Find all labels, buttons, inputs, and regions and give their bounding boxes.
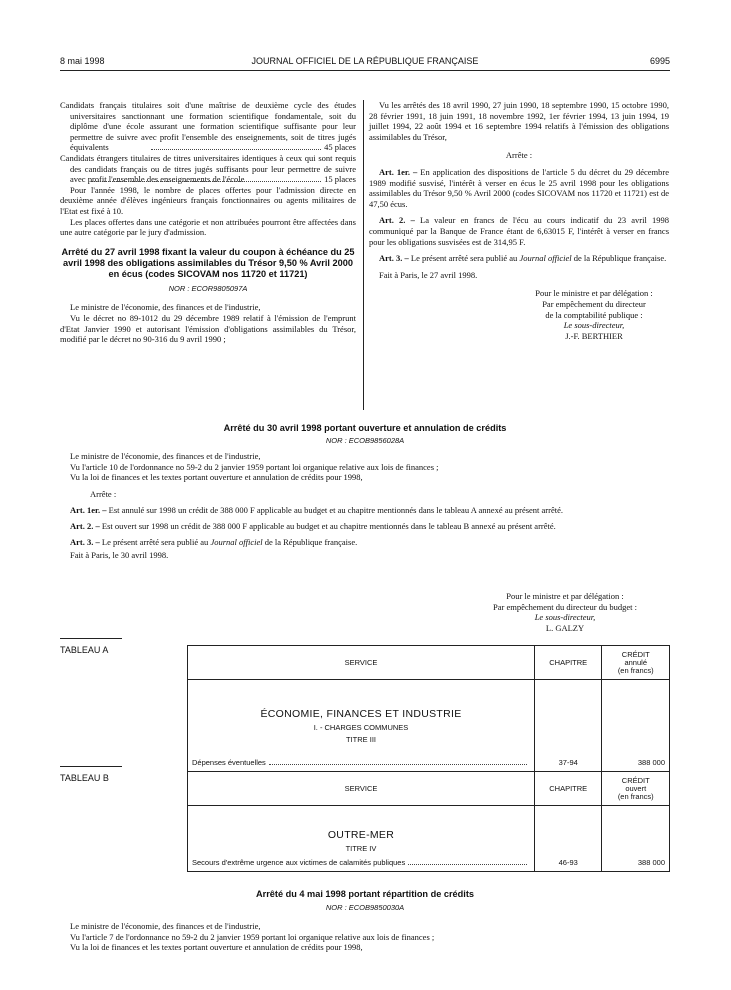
arrete-30-art3-journal: Journal officiel xyxy=(210,536,263,547)
right-art3-text-a: Le présent arrêté sera publié au xyxy=(410,253,520,264)
tableau-a-service-cell xyxy=(188,680,535,772)
arrete-30-art1-label: Art. 1er. – xyxy=(70,505,107,516)
right-art2-label: Art. 2. – xyxy=(379,215,415,226)
tableau-a-col-chapitre: CHAPITRE xyxy=(534,646,602,680)
right-art3-text-b: de la République française. xyxy=(571,253,667,264)
right-sig-line2: Par empêchement du directeur xyxy=(542,298,646,309)
tableau-a-body-row xyxy=(188,680,670,772)
tableau-a-col-credit-l1: CRÉDIT xyxy=(621,649,650,659)
right-art1-label: Art. 1er. – xyxy=(379,166,418,177)
tableau-a-chapitre: 37-94 xyxy=(534,680,602,772)
tableau-a-credit: 388 000 xyxy=(602,680,670,772)
tableau-a-col-credit-l3: (en francs) xyxy=(617,665,654,675)
right-arrete-label: Arrête : xyxy=(505,150,533,161)
tableau-a-label-block xyxy=(60,638,122,655)
right-fait-a-paris: Fait à Paris, le 27 avril 1998. xyxy=(379,269,478,280)
right-vu-arretes: Vu les arrêtés des 18 avril 1990, 27 juin 1990, 18 septembre 1990, 15 octobre 1990, 28 février 1991, 18 juin 1991, 18 novembre 1992, 1er février 1994, 13 juin 1994, 19 juillet 1994, 22 août 1994 et 16 septembre 1994 relatifs à l'émission des obligations assimilables du Trésor, xyxy=(369,100,669,142)
tableau-b-credit: 388 000 xyxy=(602,806,670,872)
tableau-b-line xyxy=(192,858,530,867)
header-page-number: 6995 xyxy=(649,56,670,66)
arrete-30-vu-loi: Vu la loi de finances et les textes portant ouverture et annulation de crédits pour 1998, xyxy=(70,472,363,483)
right-sig-name: J.-F. BERTHIER xyxy=(565,330,623,341)
arrete-27-avril-vu-decret: Vu le décret no 89-1012 du 29 décembre 1989 relatif à l'émission de l'emprunt d'Etat Janvier 1990 et autorisant l'émission d'obligations assimilables du Trésor, modifié par le décret no 90-316 du 9 avril 1990 ; xyxy=(60,312,356,345)
arrete-30-avril-body xyxy=(60,451,670,561)
paragraph-places-offertes: Les places offertes dans une catégorie et non attribuées pourront être affectées dans une autre catégorie par le jury d'admission. xyxy=(60,216,356,238)
header-date: 8 mai 1998 xyxy=(60,56,105,66)
arrete-30-art2-text: Est ouvert sur 1998 un crédit de 388 000 F applicable au budget et au chapitre mentionnés dans le tableau B annexé au présent arrêté. xyxy=(101,520,556,531)
candidats-francais-text: Candidats français titulaires soit d'une maîtrise de deuxième cycle des études universitaires sanctionnant une formation scientifique fondamentale, soit du diplôme d'une école assurant une formation scientifique suffisante pour leur permettre de suivre avec profit l'ensemble des enseignements, soit de titres jugés équivalents xyxy=(60,100,356,153)
tableau-b-line-label: Secours d'extrême urgence aux victimes de calamités publiques xyxy=(192,858,406,867)
arrete-30-sig-line2: Par empêchement du directeur du budget : xyxy=(493,601,637,612)
arrete-4-mai-ministre: Le ministre de l'économie, des finances et de l'industrie, xyxy=(70,921,261,931)
arrete-30-signature-block xyxy=(460,591,670,633)
tableau-b-col-credit-l2: ouvert xyxy=(625,783,647,793)
arrete-30-ministre: Le ministre de l'économie, des finances et de l'industrie, xyxy=(70,451,261,461)
tableau-b-label: TABLEAU B xyxy=(60,773,109,783)
arrete-4-mai-body xyxy=(60,921,670,953)
arrete-30-avril-title: Arrêté du 30 avril 1998 portant ouverture et annulation de crédits xyxy=(223,423,507,433)
tableau-a-titre: TITRE III xyxy=(345,735,376,744)
tableau-b-service-cell xyxy=(188,806,535,872)
tableau-b-chapitre: 46-93 xyxy=(534,806,602,872)
tableau-a-col-credit-l2: annulé xyxy=(624,657,647,667)
tableau-b-table xyxy=(187,771,670,872)
tableau-a-col-service: SERVICE xyxy=(188,646,535,680)
tableau-b-header-row xyxy=(188,772,670,806)
column-divider xyxy=(363,100,364,410)
right-sig-line3: de la comptabilité publique : xyxy=(545,309,643,320)
tableau-a-section: I. - CHARGES COMMUNES xyxy=(313,723,409,732)
arrete-30-vu-article: Vu l'article 10 de l'ordonnance no 59-2 du 2 janvier 1959 portant loi organique relative aux lois de finances ; xyxy=(70,461,439,472)
tableau-b-col-chapitre: CHAPITRE xyxy=(534,772,602,806)
right-art3-journal: Journal officiel xyxy=(519,253,572,264)
right-column xyxy=(369,100,669,341)
arrete-27-avril-nor: NOR : ECOR9805097A xyxy=(168,283,248,293)
tableau-a-line xyxy=(192,758,530,767)
arrete-4-mai-title: Arrêté du 4 mai 1998 portant répartition de crédits xyxy=(255,889,474,899)
arrete-30-fait-a-paris: Fait à Paris, le 30 avril 1998. xyxy=(70,550,169,561)
candidats-etrangers-text: Candidats étrangers titulaires de titres universitaires identiques à ceux qui sont requis des candidats français ou de titres jugés suffisants pour leur permettre de suivre avec profit l'ensemble des enseignements de l'école xyxy=(60,152,356,185)
arrete-30-sig-line1: Pour le ministre et par délégation : xyxy=(506,591,624,601)
right-signature-block xyxy=(519,288,669,341)
candidats-francais-places: 45 places xyxy=(324,142,356,153)
right-sig-line4: Le sous-directeur, xyxy=(563,320,625,331)
tableau-b-col-service: SERVICE xyxy=(188,772,535,806)
arrete-30-sig-name: L. GALZY xyxy=(545,622,585,633)
tableau-a-col-credit xyxy=(602,646,670,680)
right-art1-text: En application des dispositions de l'article 5 du décret du 29 décembre 1989 modifié susvisé, l'intérêt à verser en écus le 25 avril 1998 pour les obligations assimilables du Trésor 9,50 % Avril 2000 (codes SICOVAM nos 11720 et 11721) est de 47,50 écus. xyxy=(369,166,670,209)
tableau-a-line-label: Dépenses éventuelles xyxy=(192,758,266,767)
arrete-4-mai-vu-article: Vu l'article 7 de l'ordonnance no 59-2 du 2 janvier 1959 portant loi organique relative aux lois de finances ; xyxy=(70,931,435,942)
arrete-4-mai-nor: NOR : ECOB9850030A xyxy=(325,903,405,912)
arrete-30-art1-text: Est annulé sur 1998 un crédit de 388 000 F applicable au budget et au chapitre mentionnés dans le tableau A annexé au présent arrêté. xyxy=(108,505,564,516)
tableau-b-body-row xyxy=(188,806,670,872)
arrete-30-art3-text-b: de la République française. xyxy=(262,536,358,547)
tableau-b-label-block xyxy=(60,766,122,783)
tableau-a-header-row xyxy=(188,646,670,680)
tableau-b-col-credit xyxy=(602,772,670,806)
right-sig-line1: Pour le ministre et par délégation : xyxy=(535,288,653,299)
arrete-30-arrete-label: Arrête : xyxy=(90,488,117,499)
arrete-30-art3-text-a: Le présent arrêté sera publié au xyxy=(101,536,211,547)
paragraph-annee-1998: Pour l'année 1998, le nombre de places offertes pour l'admission directe en deuxième année d'élèves ingénieurs français fonctionnaires ou agents militaires de l'Etat est fixé à 10. xyxy=(60,184,356,216)
right-art2-text: La valeur en francs de l'écu au cours indicatif du 23 avril 1998 communiqué par la Banque de France étant de 6,63015 F, l'intérêt à verser en francs pour les obligations susvisées est de 314,95 F. xyxy=(369,215,669,247)
arrete-30-art2-label: Art. 2. – xyxy=(70,520,100,531)
candidats-etrangers-places: 15 places xyxy=(324,174,356,185)
tableau-b-col-credit-l3: (en francs) xyxy=(617,791,654,801)
tableau-a-rule xyxy=(60,638,122,639)
tableau-b-col-credit-l1: CRÉDIT xyxy=(621,775,650,785)
arrete-30-avril-nor: NOR : ECOB9856028A xyxy=(325,436,405,445)
tableau-a-table xyxy=(187,645,670,772)
tableau-a-label: TABLEAU A xyxy=(60,645,109,655)
tableau-b-titre: TITRE IV xyxy=(345,844,377,853)
tableau-b-rule xyxy=(60,766,122,767)
arrete-30-art3-label: Art. 3. – xyxy=(70,536,100,547)
left-column xyxy=(60,100,356,345)
arrete-27-avril-title: Arrêté du 27 avril 1998 fixant la valeur du coupon à échéance du 25 avril 1998 des obligations assimilables du Trésor 9,50 % Avril 2000 en écus (codes SICOVAM nos 11720 et 11721) xyxy=(61,246,355,279)
header-journal-title: JOURNAL OFFICIEL DE LA RÉPUBLIQUE FRANÇAISE xyxy=(251,56,479,66)
tableau-a-ministry: ÉCONOMIE, FINANCES ET INDUSTRIE xyxy=(260,708,462,720)
arrete-4-mai-vu-loi: Vu la loi de finances et les textes portant ouverture et annulation de crédits pour 1998, xyxy=(70,942,363,953)
header-rule xyxy=(60,70,670,71)
arrete-27-avril-ministre: Le ministre de l'économie, des finances et de l'industrie, xyxy=(70,302,261,313)
tableau-b-ministry: OUTRE-MER xyxy=(327,829,395,841)
arrete-30-sig-line3: Le sous-directeur, xyxy=(534,612,596,623)
right-art3-label: Art. 3. – xyxy=(379,253,409,264)
